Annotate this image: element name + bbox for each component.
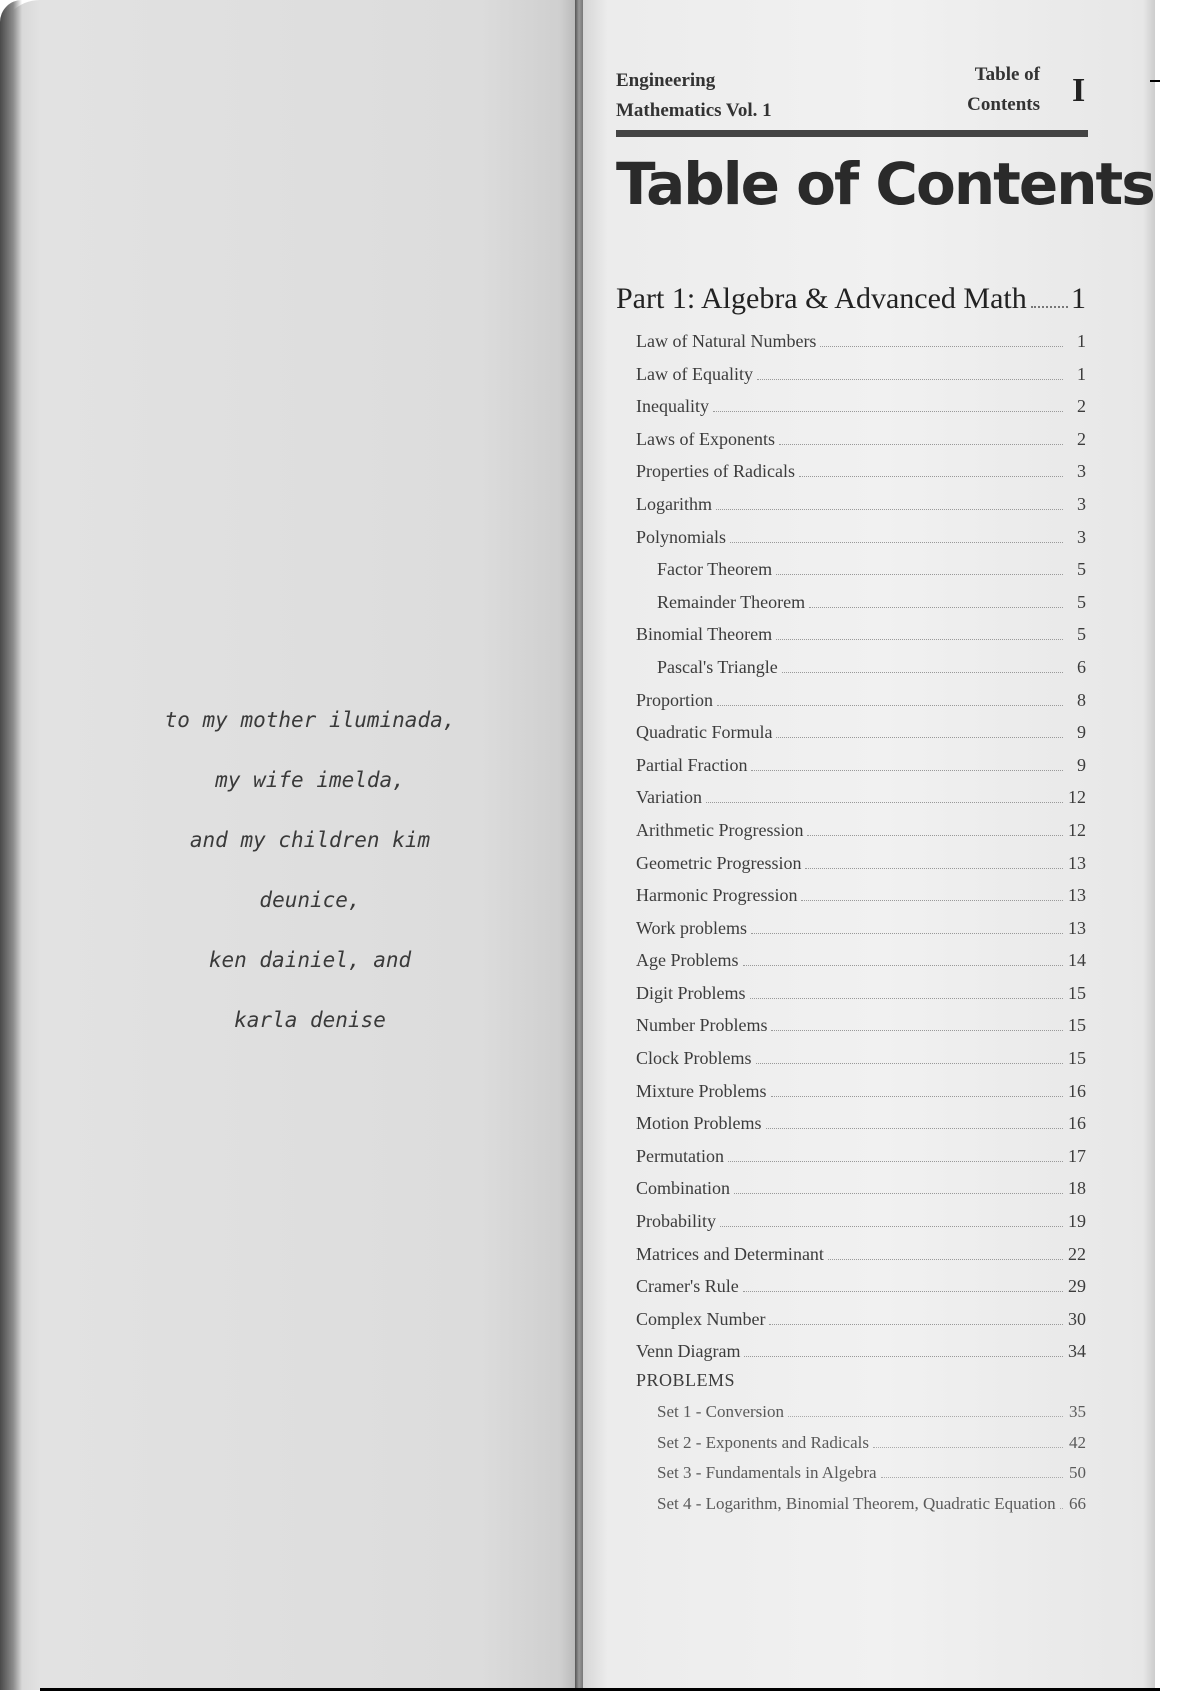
entry-page-number: 12 xyxy=(1068,787,1086,808)
dot-leader xyxy=(720,1226,1063,1227)
problem-set-entry xyxy=(657,1433,1086,1464)
entry-label: Partial Fraction xyxy=(636,754,748,775)
entry-page-number: 8 xyxy=(1077,689,1086,710)
toc-entry xyxy=(636,1244,1086,1277)
entry-page-number: 14 xyxy=(1068,950,1086,971)
dot-leader xyxy=(744,1356,1063,1357)
entry-label: Set 2 - Exponents and Radicals xyxy=(657,1432,869,1452)
entry-page-number: 18 xyxy=(1068,1178,1086,1199)
entry-page-number: 9 xyxy=(1077,722,1086,743)
toc-entry xyxy=(636,364,1086,397)
dot-leader xyxy=(771,1096,1064,1097)
entry-label: Set 1 - Conversion xyxy=(657,1402,785,1421)
entry-label: Proportion xyxy=(636,689,714,710)
section-line: Table of xyxy=(974,64,1040,85)
toc-entry xyxy=(636,1146,1086,1179)
dot-leader xyxy=(713,411,1063,412)
entry-label: Pascal's Triangle xyxy=(657,656,778,677)
toc-entry xyxy=(636,1113,1086,1146)
section-line: Contents xyxy=(967,94,1040,115)
entry-label: Properties of Radicals xyxy=(636,461,795,482)
entry-page-number: 9 xyxy=(1077,754,1086,775)
dot-leader xyxy=(1060,1508,1063,1509)
entry-label: Polynomials xyxy=(636,526,727,547)
toc-entry xyxy=(636,494,1086,527)
dot-leader xyxy=(743,965,1064,966)
dot-leader xyxy=(809,607,1063,608)
toc-entry xyxy=(636,1081,1086,1114)
entry-label: Complex Number xyxy=(636,1308,766,1329)
toc-part-entry xyxy=(616,282,1086,316)
problem-set-entry xyxy=(657,1402,1086,1433)
problem-set-entry xyxy=(657,1494,1086,1525)
dot-leader xyxy=(776,639,1063,640)
toc-entry xyxy=(636,853,1086,886)
toc-entry xyxy=(636,722,1086,755)
entry-label: Arithmetic Progression xyxy=(636,819,804,840)
toc-entry xyxy=(636,820,1086,853)
dot-leader xyxy=(757,379,1063,380)
entry-label: Factor Theorem xyxy=(657,559,773,580)
entry-page-number: 12 xyxy=(1068,819,1086,840)
problems-heading: PROBLEMS xyxy=(636,1370,736,1390)
dot-leader xyxy=(771,1030,1063,1031)
entry-page-number: 13 xyxy=(1068,885,1086,906)
toc-entry xyxy=(636,1048,1086,1081)
dot-leader xyxy=(788,1416,1063,1417)
dot-leader xyxy=(728,1161,1063,1162)
toc-entry xyxy=(636,657,1086,690)
entry-page-number: 30 xyxy=(1068,1308,1086,1329)
entry-page-number: 15 xyxy=(1068,1015,1086,1036)
dot-leader xyxy=(769,1324,1063,1325)
entry-page-number: 16 xyxy=(1068,1113,1086,1134)
toc-entry xyxy=(636,1015,1086,1048)
problems-list xyxy=(657,1402,1086,1524)
dot-leader xyxy=(766,1128,1063,1129)
page-margin xyxy=(1155,0,1200,1690)
toc-entry xyxy=(636,331,1086,364)
entry-label: Permutation xyxy=(636,1145,724,1166)
part-page: 1 xyxy=(1071,282,1086,315)
entry-page-number: 16 xyxy=(1068,1080,1086,1101)
book-title-line: Mathematics Vol. 1 xyxy=(616,100,772,121)
edge-mark xyxy=(1150,80,1160,82)
dedication-line: ken dainiel, and xyxy=(208,948,412,972)
entry-label: Matrices and Determinant xyxy=(636,1243,824,1264)
dot-leader xyxy=(706,802,1063,803)
entry-label: Variation xyxy=(636,787,702,808)
dedication-line: my wife imelda, xyxy=(215,768,405,792)
entry-page-number: 22 xyxy=(1068,1243,1086,1264)
dedication-line: karla denise xyxy=(234,1008,386,1032)
entry-page-number: 2 xyxy=(1077,428,1086,449)
dot-leader xyxy=(828,1259,1063,1260)
toc-entry xyxy=(636,429,1086,462)
dot-leader xyxy=(801,900,1063,901)
toc-entry xyxy=(636,1309,1086,1342)
dot-leader xyxy=(779,444,1063,445)
entry-label: Remainder Theorem xyxy=(657,591,806,612)
dot-leader xyxy=(751,770,1063,771)
dot-leader xyxy=(751,933,1063,934)
entry-label: Set 4 - Logarithm, Binomial Theorem, Quadratic Equation xyxy=(657,1493,1056,1513)
entry-label: Age Problems xyxy=(636,950,739,971)
book-title-line: Engineering xyxy=(616,70,716,91)
entry-page-number: 50 xyxy=(1069,1463,1086,1482)
entry-page-number: 3 xyxy=(1077,461,1086,482)
entry-label: Law of Equality xyxy=(636,363,753,384)
toc-entry xyxy=(636,1178,1086,1211)
toc-entry xyxy=(636,950,1086,983)
entry-page-number: 42 xyxy=(1069,1432,1086,1452)
entry-label: Digit Problems xyxy=(636,982,746,1003)
entry-label: Set 3 - Fundamentals in Algebra xyxy=(657,1463,877,1482)
dedication xyxy=(140,690,480,1050)
entry-page-number: 5 xyxy=(1077,591,1086,612)
dot-leader xyxy=(776,574,1063,575)
toc-entry xyxy=(636,690,1086,723)
dot-leader xyxy=(776,737,1063,738)
dot-leader xyxy=(799,476,1063,477)
entry-label: Binomial Theorem xyxy=(636,624,773,645)
entry-label: Law of Natural Numbers xyxy=(636,331,817,351)
entry-label: Motion Problems xyxy=(636,1113,762,1134)
toc-entry xyxy=(636,885,1086,918)
toc-entry xyxy=(636,592,1086,625)
dot-leader xyxy=(716,509,1063,510)
entry-page-number: 19 xyxy=(1068,1211,1086,1232)
entry-page-number: 5 xyxy=(1077,624,1086,645)
entry-label: Number Problems xyxy=(636,1015,768,1036)
toc-entry xyxy=(636,787,1086,820)
entry-label: Mixture Problems xyxy=(636,1080,767,1101)
toc-entry xyxy=(636,461,1086,494)
toc-entry xyxy=(636,1211,1086,1244)
toc-entry xyxy=(636,918,1086,951)
dot-leader xyxy=(873,1447,1063,1448)
entry-label: Logarithm xyxy=(636,493,712,514)
page-number-roman: I xyxy=(1072,72,1086,109)
dot-leader xyxy=(734,1193,1063,1194)
toc-entry xyxy=(636,755,1086,788)
entry-label: Quadratic Formula xyxy=(636,722,773,743)
entry-page-number: 5 xyxy=(1077,559,1086,580)
problem-set-entry xyxy=(657,1463,1086,1494)
dot-leader xyxy=(730,542,1063,543)
dedication-line: to my mother iluminada, xyxy=(164,708,456,732)
entry-page-number: 13 xyxy=(1068,917,1086,938)
toc-entry xyxy=(636,1276,1086,1309)
entry-label: Inequality xyxy=(636,396,709,417)
part-label: Part 1: Algebra & Advanced Math xyxy=(616,282,1027,315)
header-rule xyxy=(616,130,1088,137)
running-header-section xyxy=(960,60,1040,120)
bottom-rule xyxy=(40,1688,1160,1691)
toc-entry-list xyxy=(636,331,1086,1374)
dot-leader xyxy=(717,705,1063,706)
entry-label: Probability xyxy=(636,1211,716,1232)
entry-page-number: 15 xyxy=(1068,1048,1086,1069)
entry-label: Work problems xyxy=(636,917,748,938)
running-header-book-title xyxy=(616,66,772,126)
entry-page-number: 17 xyxy=(1068,1145,1086,1166)
entry-page-number: 13 xyxy=(1068,852,1086,873)
toc-entry xyxy=(636,983,1086,1016)
book-gutter xyxy=(575,0,583,1690)
entry-page-number: 2 xyxy=(1077,396,1086,417)
entry-label: Geometric Progression xyxy=(636,852,802,873)
entry-label: Clock Problems xyxy=(636,1048,752,1069)
entry-page-number: 1 xyxy=(1077,363,1086,384)
dot-leader xyxy=(1031,306,1068,308)
dot-leader xyxy=(805,868,1063,869)
entry-label: Venn Diagram xyxy=(636,1341,741,1362)
entry-page-number: 66 xyxy=(1069,1493,1086,1513)
dedication-line: and my children kim deunice, xyxy=(189,828,431,912)
toc-entry xyxy=(636,624,1086,657)
toc-entry xyxy=(636,527,1086,560)
entry-label: Combination xyxy=(636,1178,730,1199)
dot-leader xyxy=(807,835,1063,836)
entry-label: Harmonic Progression xyxy=(636,885,798,906)
page-title: Table of Contents xyxy=(616,150,1154,218)
entry-label: Cramer's Rule xyxy=(636,1276,739,1297)
dot-leader xyxy=(756,1063,1064,1064)
entry-label: Laws of Exponents xyxy=(636,428,775,449)
dot-leader xyxy=(782,672,1063,673)
dot-leader xyxy=(743,1291,1063,1292)
entry-page-number: 34 xyxy=(1068,1341,1086,1362)
toc-entry xyxy=(636,559,1086,592)
entry-page-number: 29 xyxy=(1068,1276,1086,1297)
entry-page-number: 6 xyxy=(1077,656,1086,677)
entry-page-number: 3 xyxy=(1077,493,1086,514)
entry-page-number: 15 xyxy=(1068,982,1086,1003)
entry-page-number: 3 xyxy=(1077,526,1086,547)
entry-page-number: 35 xyxy=(1069,1402,1086,1421)
dot-leader xyxy=(881,1477,1063,1478)
dot-leader xyxy=(820,346,1063,347)
entry-page-number: 1 xyxy=(1077,331,1086,351)
dot-leader xyxy=(750,998,1063,999)
toc-entry xyxy=(636,396,1086,429)
